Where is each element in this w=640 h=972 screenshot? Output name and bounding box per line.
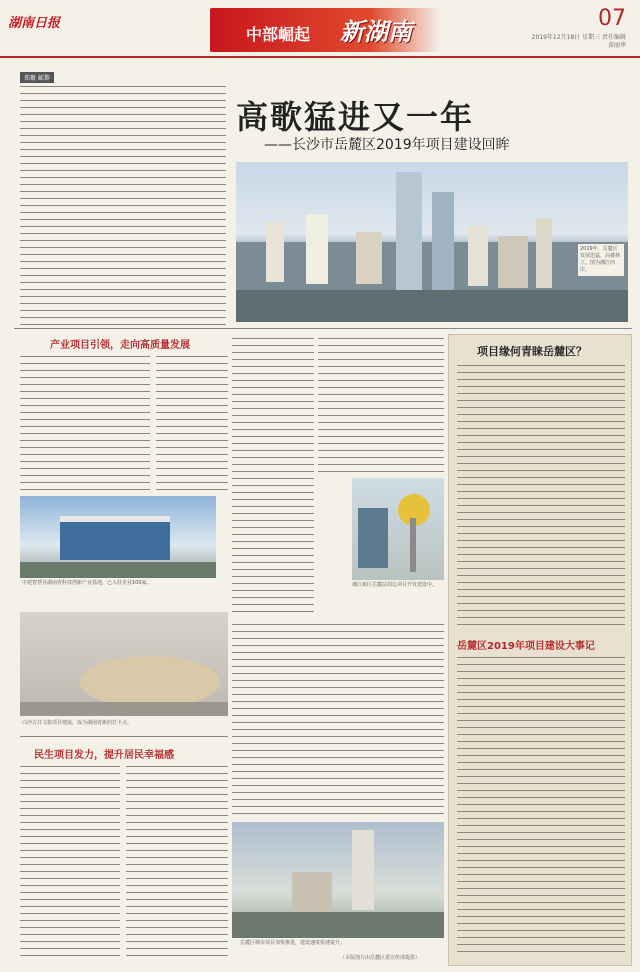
editor-tag: 郑聚 邮黎: [20, 72, 54, 83]
sidebar-text: [457, 363, 625, 631]
article-column-1: [20, 354, 150, 494]
article-column-5: [232, 336, 314, 618]
section-name: 中部崛起: [246, 25, 311, 44]
stone-illustration: [20, 612, 228, 716]
intro-column: [20, 84, 226, 328]
sidebar-list-text: [457, 655, 625, 955]
section-art-title: 新湖南: [340, 17, 412, 46]
headline-sub: ——长沙市岳麓区2019年项目建设回眸: [264, 137, 510, 153]
page-number: 07: [598, 6, 626, 31]
stone-photo: [20, 612, 228, 716]
article-column-3: [20, 764, 120, 960]
station-illustration: [352, 478, 444, 580]
masthead: [0, 0, 640, 58]
street-illustration: [232, 822, 444, 938]
article-column-6: [318, 336, 444, 476]
city-photo-caption: 2019年，岳麓区发展迅猛，高楼林立。图为湘江西岸。: [578, 244, 624, 276]
station-photo: [352, 478, 444, 580]
article-column-2: [156, 354, 228, 494]
sidebar-title: 项目缘何青睐岳麓区？: [477, 345, 587, 358]
stone-photo-caption: 白沙古井文旅项目建成，成为湖南省新的打卡点。: [22, 720, 133, 726]
newspaper-logo: 湖南日报: [8, 16, 61, 31]
campus-photo: [20, 496, 216, 578]
headline-main: 高歌猛进又一年: [236, 98, 475, 136]
campus-illustration: [20, 496, 216, 578]
article-column-4: [126, 764, 228, 960]
section-title-industry: 产业项目引领，走向高质量发展: [50, 340, 190, 351]
section-title-livelihood: 民生项目发力，提升居民幸福感: [34, 750, 174, 761]
street-photo-caption: 岳麓区城市项目加快推进，建设速度快速提升。: [240, 940, 346, 946]
article-column-7: [232, 622, 444, 818]
station-photo-caption: 湘江新区岳麓站周边项目开发建设中。: [352, 582, 438, 588]
date-line: 2019年12月18日 星期三 责任编辑 黄丽华: [531, 34, 626, 49]
sidebar-list-title: 岳麓区2019年项目建设大事记: [457, 641, 595, 652]
sidebar-box: [448, 334, 632, 966]
city-skyline-photo: [236, 162, 628, 322]
photo-credit: （本版图片由岳麓区委宣传部提供）: [340, 955, 421, 961]
street-photo: [232, 822, 444, 938]
skyline-illustration: [236, 162, 628, 322]
horizontal-divider: [14, 328, 632, 329]
section-divider: [20, 736, 228, 737]
campus-photo-caption: 中建智慧谷湖南省科技创新产业基地，已入驻企业100家。: [22, 580, 152, 586]
